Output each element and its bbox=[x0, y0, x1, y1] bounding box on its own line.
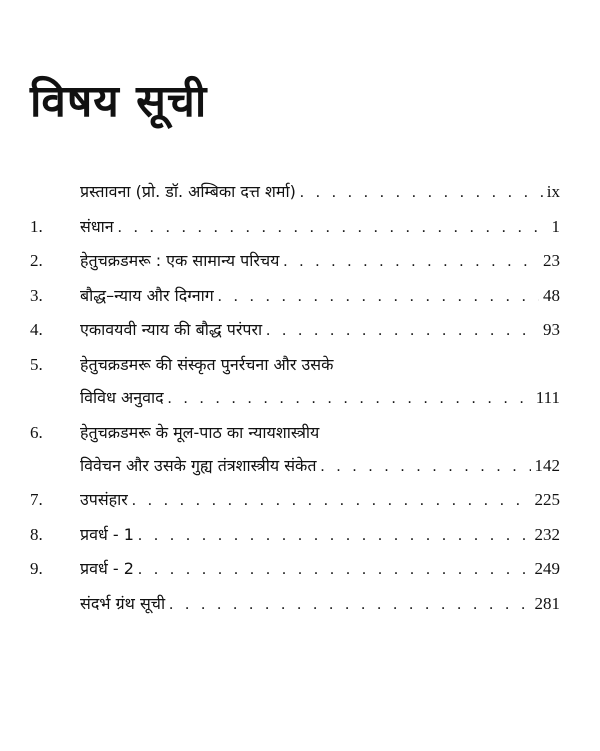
entry-title: संदर्भ ग्रंथ सूची bbox=[80, 593, 166, 613]
entry-title: उपसंहार bbox=[80, 490, 128, 510]
toc-entry-4 bbox=[30, 313, 560, 348]
toc-entry-1 bbox=[30, 210, 560, 245]
entry-number: 9. bbox=[30, 559, 43, 579]
entry-page: 249 bbox=[534, 559, 560, 579]
entry-number: 8. bbox=[30, 524, 43, 544]
entry-number: 1. bbox=[30, 216, 43, 236]
entry-title: प्रस्तावना (प्रो. डॉ. अम्बिका दत्त शर्मा) bbox=[80, 182, 296, 201]
dot-leader bbox=[132, 484, 531, 519]
entry-number: 5. bbox=[30, 354, 43, 374]
toc-entry-5-line-1 bbox=[30, 348, 560, 381]
toc-entry-3 bbox=[30, 279, 560, 314]
dot-leader bbox=[169, 588, 530, 623]
dot-leader bbox=[218, 280, 539, 315]
entry-title: प्रवर्ध - 2 bbox=[80, 559, 134, 579]
dot-leader bbox=[118, 211, 548, 246]
entry-title: हेतुचक्रडमरू : एक सामान्य परिचय bbox=[80, 251, 280, 271]
entry-title: प्रवर्ध - 1 bbox=[80, 524, 134, 544]
toc-entry-6-line-1 bbox=[30, 416, 560, 449]
entry-number: 2. bbox=[30, 251, 43, 271]
entry-page: 232 bbox=[534, 524, 560, 544]
entry-page: 225 bbox=[534, 490, 560, 510]
dot-leader bbox=[138, 553, 531, 588]
entry-title: बौद्ध–न्याय और दिग्नाग bbox=[80, 285, 214, 305]
entry-title-continued: विवेचन और उसके गुह्य तंत्रशास्त्रीय संकेत bbox=[80, 455, 317, 475]
dot-leader bbox=[138, 519, 531, 554]
entry-number: 6. bbox=[30, 422, 43, 442]
toc-entry-6-line-2 bbox=[30, 449, 560, 484]
dot-leader bbox=[168, 382, 532, 417]
dot-leader bbox=[283, 245, 539, 280]
entry-page: 281 bbox=[534, 593, 560, 613]
entry-number: 3. bbox=[30, 285, 43, 305]
toc-entry-9 bbox=[30, 552, 560, 587]
page-title: विषय सूची bbox=[30, 76, 208, 127]
entry-page: 48 bbox=[543, 285, 560, 305]
entry-page: 93 bbox=[543, 320, 560, 340]
toc-entry-7 bbox=[30, 483, 560, 518]
toc-entry-5-line-2 bbox=[30, 381, 560, 416]
entry-page: 142 bbox=[534, 455, 560, 475]
entry-title: हेतुचक्रडमरू की संस्कृत पुनर्रचना और उसके bbox=[80, 354, 334, 374]
entry-title: हेतुचक्रडमरू के मूल-पाठ का न्यायशास्त्रीय bbox=[80, 422, 320, 442]
entry-page: 1 bbox=[551, 216, 560, 236]
entry-title: एकावयवी न्याय की बौद्ध परंपरा bbox=[80, 320, 263, 340]
table-of-contents bbox=[30, 175, 560, 622]
entry-number: 7. bbox=[30, 490, 43, 510]
toc-entry-preface bbox=[30, 175, 560, 210]
toc-entry-bibliography bbox=[30, 587, 560, 622]
toc-entry-8 bbox=[30, 518, 560, 553]
entry-page: 111 bbox=[535, 387, 560, 407]
entry-page: ix bbox=[546, 182, 560, 201]
toc-entry-2 bbox=[30, 244, 560, 279]
dot-leader bbox=[266, 314, 539, 349]
entry-title-continued: विविध अनुवाद bbox=[80, 387, 164, 407]
entry-page: 23 bbox=[543, 251, 560, 271]
dot-leader bbox=[320, 450, 530, 485]
entry-number: 4. bbox=[30, 320, 43, 340]
dot-leader bbox=[300, 176, 543, 211]
entry-title: संधान bbox=[80, 216, 114, 236]
